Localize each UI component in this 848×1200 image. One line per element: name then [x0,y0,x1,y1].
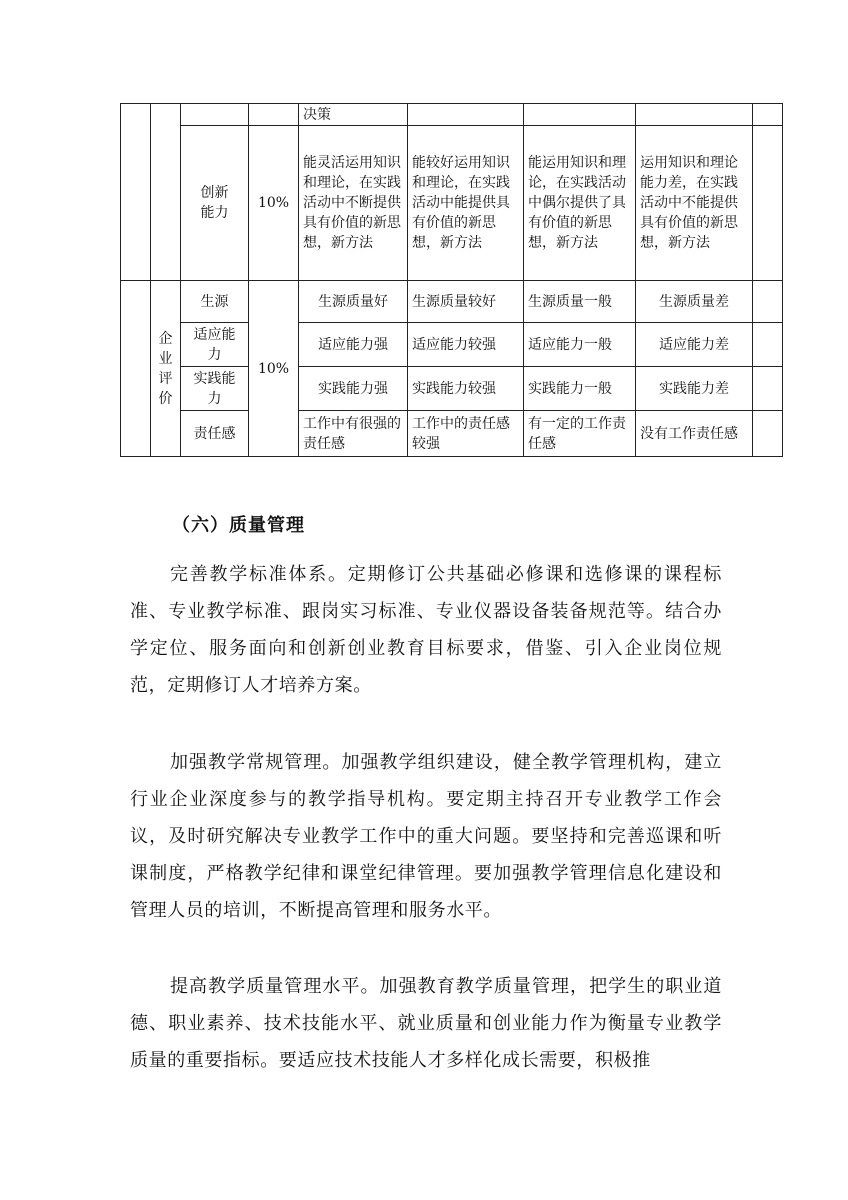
weight-enterprise: 10% [249,281,299,457]
table-row [121,367,783,411]
table-row-continued [121,104,783,126]
criterion-poor: 适应能力差 [636,323,753,367]
item-innovation: 创新能力 [181,126,249,281]
criterion-fair: 能运用知识和理论，在实践活动中偶尔提供了具有价值的新思想，新方法 [524,126,636,281]
blank-cell [636,104,753,126]
criterion-poor: 生源质量差 [636,281,753,323]
blank-cell [753,323,783,367]
criterion-fair: 适应能力一般 [524,323,636,367]
paragraph-teaching-standards: 完善教学标准体系。定期修订公共基础必修课和选修课的课程标准、专业教学标准、跟岗实习标准、专业仪器设备装备规范等。结合办学定位、服务面向和创新创业教育目标要求，借鉴、引入企业岗位规范，定期修订人才培养方案。 [130,564,722,696]
criterion-good: 适应能力较强 [408,323,524,367]
criterion-fair: 有一定的工作责任感 [524,411,636,457]
criterion-good: 能较好运用知识和理论，在实践活动中能提供具有价值的新思想，新方法 [408,126,524,281]
evaluation-table [120,103,783,457]
blank-cell [249,104,299,126]
blank-cell [121,104,151,281]
criterion-excellent: 工作中有很强的责任感 [299,411,408,457]
criterion-fair: 实践能力一般 [524,367,636,411]
criterion-good: 实践能力较强 [408,367,524,411]
criterion-good: 工作中的责任感较强 [408,411,524,457]
criterion-excellent: 实践能力强 [299,367,408,411]
paragraph-teaching-management: 加强教学常规管理。加强教学组织建设，健全教学管理机构，建立行业企业深度参与的教学指导机构。要定期主持召开专业教学工作会议，及时研究解决专业教学工作中的重大问题。要坚持和完善巡课和听课制度，严格教学纪律和课堂纪律管理。要加强教学管理信息化建设和管理人员的培训，不断提高管理和服务水平。 [130,752,722,921]
criterion-poor: 没有工作责任感 [636,411,753,457]
blank-cell [753,367,783,411]
paragraph-quality-management: 提高教学质量管理水平。加强教育教学质量管理，把学生的职业道德、职业素养、技术技能水平、就业质量和创业能力作为衡量专业教学质量的重要指标。要适应技术技能人才多样化成长需要，积极推 [130,976,722,1071]
blank-cell [753,411,783,457]
continued-text: 决策 [299,104,408,126]
blank-cell [121,281,151,457]
section-heading: （六）质量管理 [172,515,305,536]
criterion-excellent: 适应能力强 [299,323,408,367]
blank-cell [753,104,783,126]
item-cell: 实践能力 [181,367,249,411]
blank-cell [753,281,783,323]
blank-cell [151,104,181,281]
blank-cell [181,104,249,126]
criterion-excellent: 生源质量好 [299,281,408,323]
criterion-good: 生源质量较好 [408,281,524,323]
blank-cell [753,126,783,281]
table-row [121,281,783,323]
item-cell: 生源 [181,281,249,323]
blank-cell [524,104,636,126]
table-row-innovation [121,126,783,281]
table-row [121,323,783,367]
criterion-poor: 实践能力差 [636,367,753,411]
weight-innovation: 10% [249,126,299,281]
item-cell: 责任感 [181,411,249,457]
item-cell: 适应能力 [181,323,249,367]
table-row [121,411,783,457]
enterprise-group-label: 企业评价 [151,281,181,457]
criterion-fair: 生源质量一般 [524,281,636,323]
criterion-poor: 运用知识和理论能力差，在实践活动中不能提供具有价值的新思想，新方法 [636,126,753,281]
criterion-excellent: 能灵活运用知识和理论，在实践活动中不断提供具有价值的新思想，新方法 [299,126,408,281]
blank-cell [408,104,524,126]
